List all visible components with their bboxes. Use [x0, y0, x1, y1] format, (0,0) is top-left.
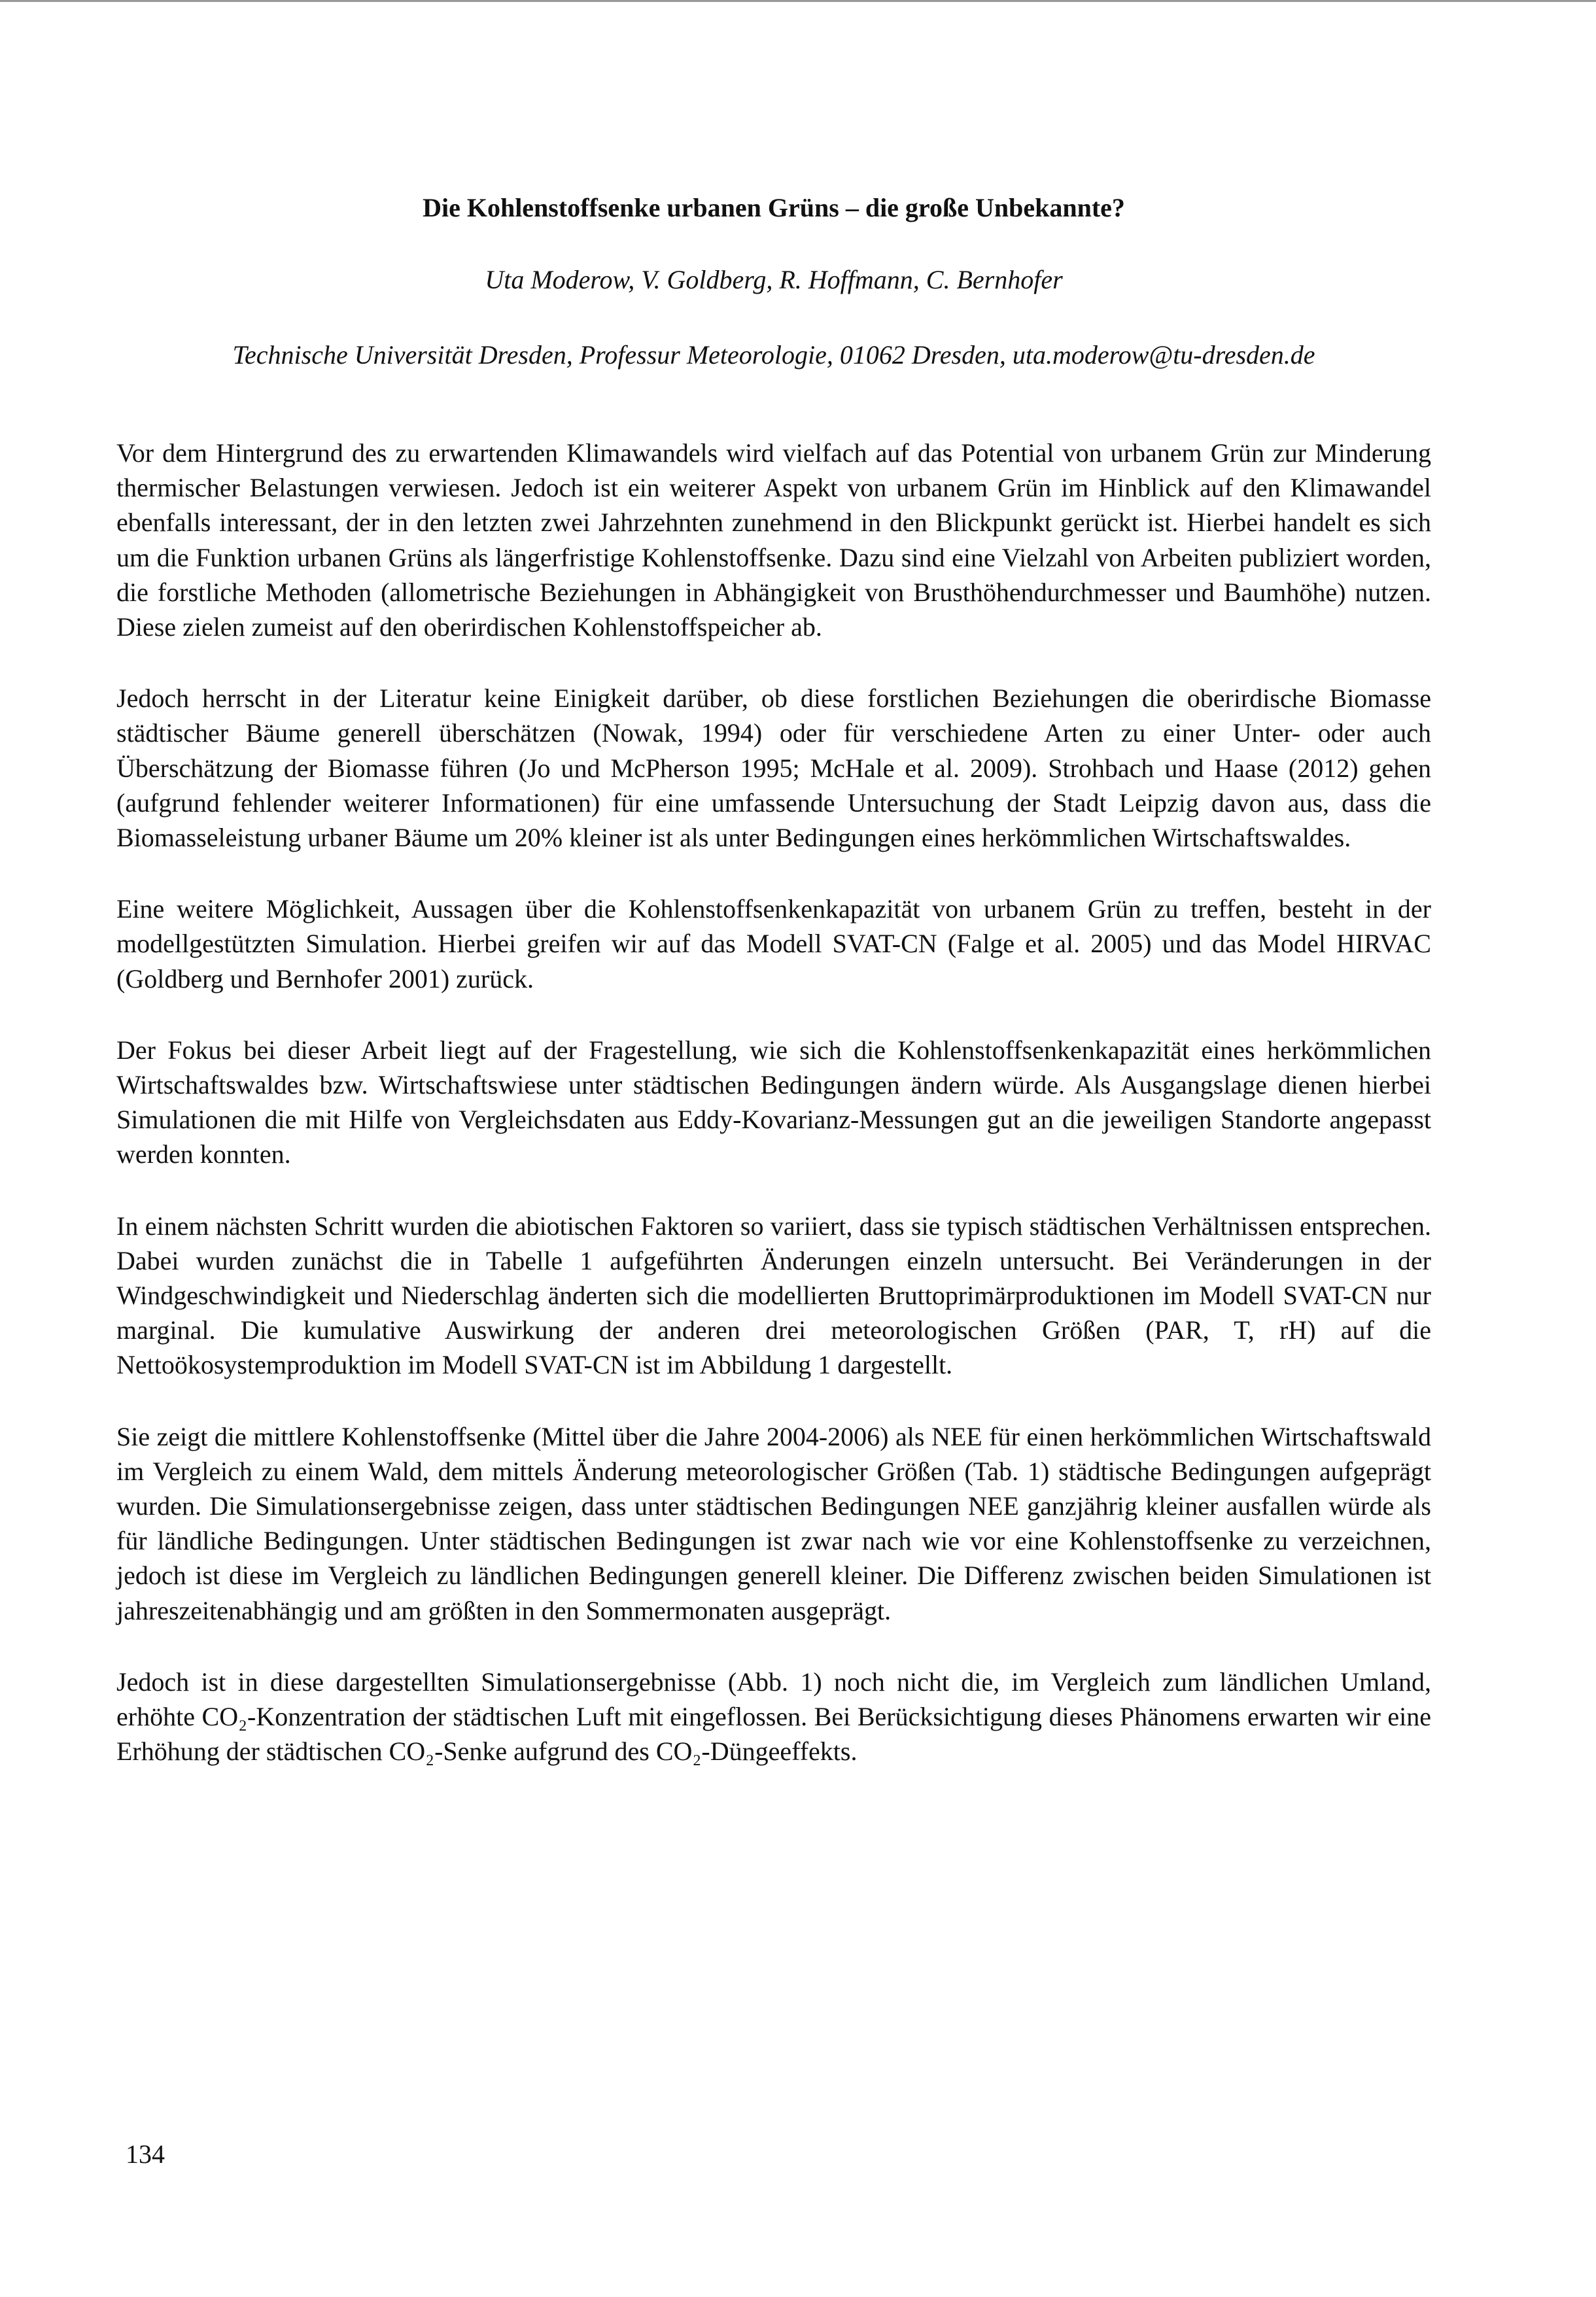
paragraph: Eine weitere Möglichkeit, Aussagen über die Kohlenstoffsenkenkapazität von urbanem Grün zu treffen, besteht in der modellgestützten Simulation. Hierbei greifen wir auf das Modell SVAT-CN (Falge et al. 2005) und das Model HIRVAC (Goldberg und Bernhofer 2001) zurück.	[116, 894, 1431, 993]
paragraph: Der Fokus bei dieser Arbeit liegt auf der Fragestellung, wie sich die Kohlenstoffsenkenkapazität eines herkömmlichen Wirtschaftswaldes bzw. Wirtschaftswiese unter städtischen Bedingungen ändern würde. Als Ausgangslage dienen hierbei Simulationen die mit Hilfe von Vergleichsdaten aus Eddy-Kovarianz-Messungen gut an die jeweiligen Standorte angepasst werden konnten.	[116, 1035, 1431, 1169]
author-list: Uta Moderow, V. Goldberg, R. Hoffmann, C. Bernhofer	[485, 265, 1063, 294]
author-affiliation: Technische Universität Dresden, Professur Meteorologie, 01062 Dresden, uta.moderow@tu-dresden.de	[232, 340, 1315, 370]
paragraph: Jedoch herrscht in der Literatur keine Einigkeit darüber, ob diese forstlichen Beziehungen die oberirdische Biomasse städtischer Bäume generell überschätzen (Nowak, 1994) oder für verschiedene Arten zu einer Unter- oder auch Überschätzung der Biomasse führen (Jo und McPherson 1995; McHale et al. 2009). Strohbach und Haase (2012) gehen (aufgrund fehlender weiterer Informationen) für eine umfassende Untersuchung der Stadt Leipzig davon aus, dass die Biomasseleistung urbaner Bäume um 20% kleiner ist als unter Bedingungen eines herkömmlichen Wirtschaftswaldes.	[116, 683, 1431, 853]
paragraph: Vor dem Hintergrund des zu erwartenden Klimawandels wird vielfach auf das Potential von urbanem Grün zur Minderung thermischer Belastungen verwiesen. Jedoch ist ein weiterer Aspekt von urbanem Grün im Hinblick auf den Klimawandel ebenfalls interessant, der in den letzten zwei Jahrzehnten zunehmend in den Blickpunkt gerückt ist. Hierbei handelt es sich um die Funktion urbanen Grüns als längerfristige Kohlenstoffsenke. Dazu sind eine Vielzahl von Arbeiten publiziert worden, die forstliche Methoden (allometrische Beziehungen in Abhängigkeit von Brusthöhendurchmesser und Baumhöhe) nutzen. Diese zielen zumeist auf den oberirdischen Kohlenstoffspeicher ab.	[116, 438, 1431, 642]
paper-title: Die Kohlenstoffsenke urbanen Grüns – die große Unbekannte?	[423, 193, 1125, 222]
paragraph: Jedoch ist in diese dargestellten Simulationsergebnisse (Abb. 1) noch nicht die, im Vergleich zum ländlichen Umland, erhöhte CO₂-Konzentration der städtischen Luft mit eingeflossen. Bei Berücksichtigung dieses Phänomens erwarten wir eine Erhöhung der städtischen CO₂-Senke aufgrund des CO₂-Düngeeffekts.	[116, 1667, 1431, 1767]
paragraph: Sie zeigt die mittlere Kohlenstoffsenke (Mittel über die Jahre 2004-2006) als NEE für einen herkömmlichen Wirtschaftswald im Vergleich zu einem Wald, dem mittels Änderung meteorologischer Größen (Tab. 1) städtische Bedingungen aufgeprägt wurden. Die Simulationsergebnisse zeigen, dass unter städtischen Bedingungen NEE ganzjährig kleiner ausfallen würde als für ländliche Bedingungen. Unter städtischen Bedingungen ist zwar nach wie vor eine Kohlenstoffsenke zu verzeichnen, jedoch ist diese im Vergleich zu ländlichen Bedingungen generell kleiner. Die Differenz zwischen beiden Simulationen ist jahreszeitenabhängig und am größten in den Sommermonaten ausgeprägt.	[116, 1421, 1431, 1625]
paragraph: In einem nächsten Schritt wurden die abiotischen Faktoren so variiert, dass sie typisch städtischen Verhältnissen entsprechen. Dabei wurden zunächst die in Tabelle 1 aufgeführten Änderungen einzeln untersucht. Bei Veränderungen in der Windgeschwindigkeit und Niederschlag änderten sich die modellierten Bruttoprimärproduktionen im Modell SVAT-CN nur marginal. Die kumulative Auswirkung der anderen drei meteorologischen Größen (PAR, T, rH) auf die Nettoökosystemproduktion im Modell SVAT-CN ist im Abbildung 1 dargestellt.	[116, 1211, 1431, 1380]
page-number: 134	[126, 2139, 165, 2169]
body-text	[116, 436, 1431, 1806]
scan-top-edge	[0, 0, 1596, 2]
